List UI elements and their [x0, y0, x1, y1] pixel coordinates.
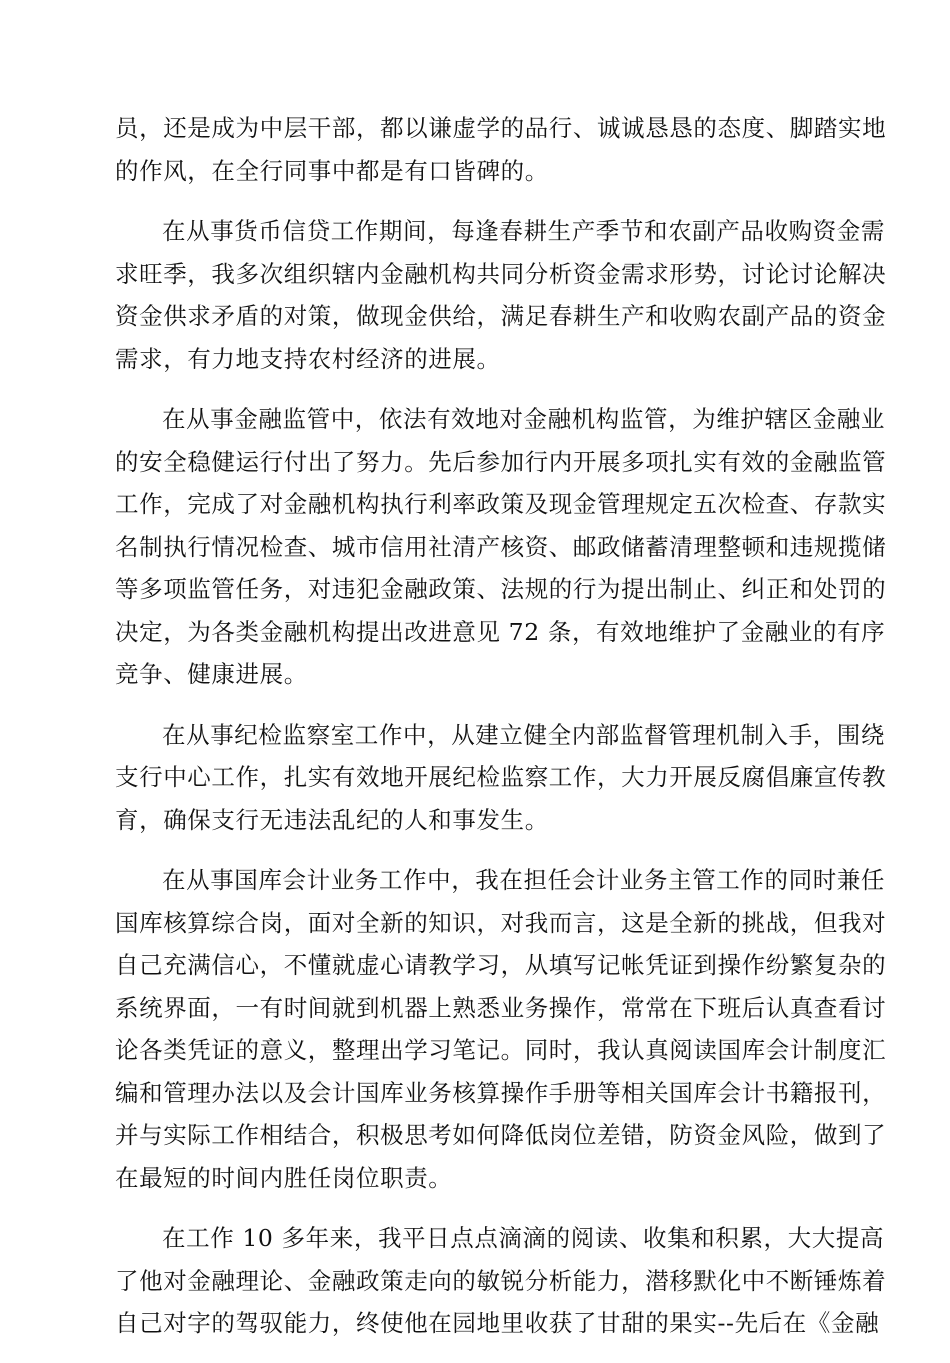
- text-line: 在从事金融监管中，依法有效地对金融机构监管，为维护辖区金融业: [162, 405, 885, 433]
- text-line: 在从事货币信贷工作期间，每逢春耕生产季节和农副产品收购资金需: [162, 217, 885, 245]
- paragraph-6: [115, 1217, 887, 1345]
- paragraph-3: [115, 398, 887, 696]
- document-body: [115, 107, 887, 1363]
- text-line: 编和管理办法以及会计国库业务核算操作手册等相关国库会计书籍报刊，: [115, 1078, 887, 1107]
- paragraph-2: [115, 210, 887, 380]
- text-line: 论各类凭证的意义，整理出学习笔记。同时，我认真阅读国库会计制度汇: [115, 1036, 887, 1064]
- text-line: 求旺季，我多次组织辖内金融机构共同分析资金需求形势，讨论讨论解决: [115, 259, 887, 288]
- text-line: 在从事国库会计业务工作中，我在担任会计业务主管工作的同时兼任: [162, 866, 885, 894]
- paragraph-4: [115, 714, 887, 842]
- text-line: 在工作 10 多年来，我平日点点滴滴的阅读、收集和积累，大大提高: [162, 1224, 885, 1252]
- text-line: 并与实际工作相结合，积极思考如何降低岗位差错，防资金风险，做到了: [115, 1121, 887, 1149]
- text-line: 需求，有力地支持农村经济的进展。: [115, 344, 501, 373]
- text-line: 在从事纪检监察室工作中，从建立健全内部监督管理机制入手，围绕: [162, 720, 885, 749]
- text-line: 的作风，在全行同事中都是有口皆碑的。: [115, 156, 549, 185]
- text-line: 了他对金融理论、金融政策走向的敏锐分析能力，潜移默化中不断锤炼着: [115, 1266, 887, 1295]
- text-line: 系统界面，一有时间就到机器上熟悉业务操作，常常在下班后认真查看讨: [115, 993, 887, 1022]
- text-line: 自己充满信心，不懂就虚心请教学习，从填写记帐凭证到操作纷繁复杂的: [115, 951, 887, 979]
- text-line: 等多项监管任务，对违犯金融政策、法规的行为提出制止、纠正和处罚的: [115, 575, 887, 603]
- text-line: 育，确保支行无违法乱纪的人和事发生。: [115, 805, 549, 834]
- text-line: 国库核算综合岗，面对全新的知识，对我而言，这是全新的挑战，但我对: [115, 908, 887, 937]
- text-line: 工作，完成了对金融机构执行利率政策及现金管理规定五次检查、存款实: [115, 490, 887, 518]
- text-line: 决定，为各类金融机构提出改进意见 72 条，有效地维护了金融业的有序: [115, 617, 886, 646]
- text-line: 自己对字的驾驭能力，终使他在园地里收获了甘甜的果实--先后在《金融: [115, 1309, 880, 1337]
- text-line: 在最短的时间内胜任岗位职责。: [115, 1163, 453, 1192]
- paragraph-1: [115, 107, 887, 192]
- text-line: 资金供求矛盾的对策，做现金供给，满足春耕生产和收购农副产品的资金: [115, 302, 887, 330]
- text-line: 的安全稳健运行付出了努力。先后参加行内开展多项扎实有效的金融监管: [115, 447, 887, 476]
- paragraph-5: [115, 859, 887, 1199]
- text-line: 竞争、健康进展。: [115, 660, 308, 688]
- text-line: 支行中心工作，扎实有效地开展纪检监察工作，大力开展反腐倡廉宣传教: [115, 763, 887, 791]
- text-line: 员，还是成为中层干部，都以谦虚学的品行、诚诚恳恳的态度、脚踏实地: [115, 114, 887, 142]
- text-line: 名制执行情况检查、城市信用社清产核资、邮政储蓄清理整顿和违规揽储: [115, 532, 887, 561]
